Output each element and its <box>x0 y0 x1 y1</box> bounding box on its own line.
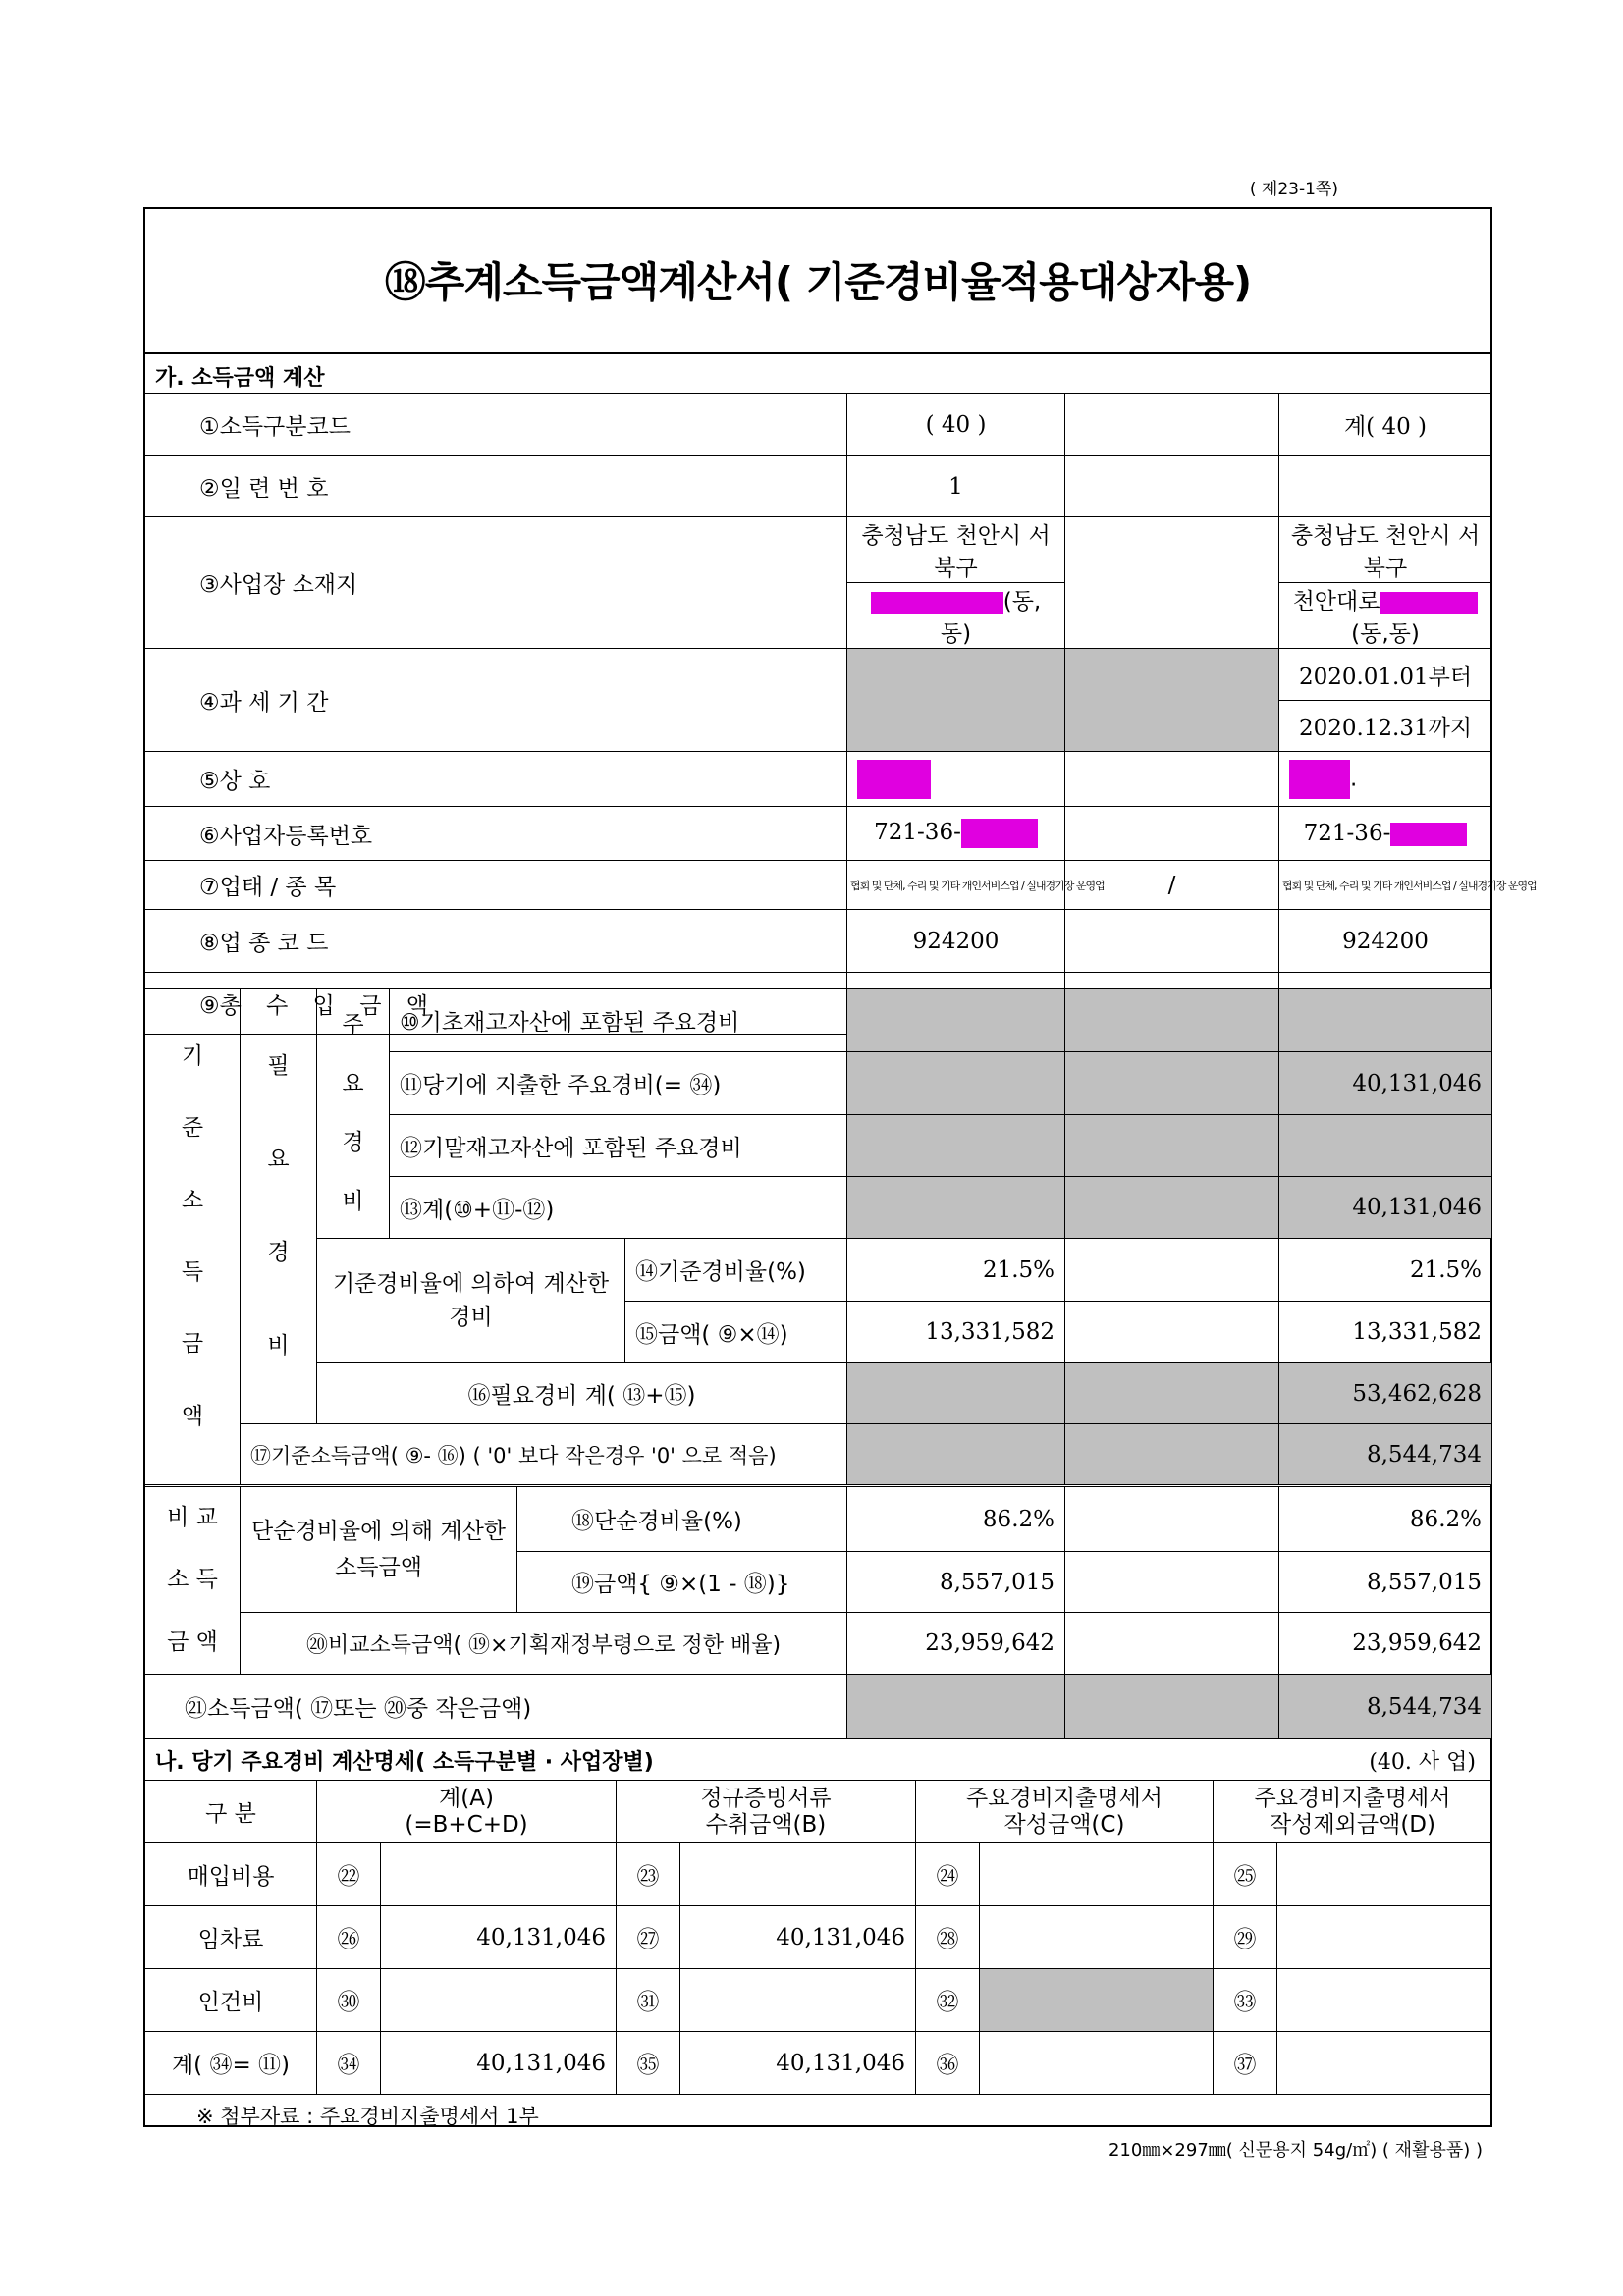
circled-number: ㉛ <box>617 1969 680 2032</box>
value-purchase-b <box>680 1843 916 1906</box>
row-reg-no <box>145 807 1492 861</box>
circled-number: ㉒ <box>317 1843 381 1906</box>
circled-number: ㉜ <box>916 1969 980 2032</box>
value-r20: 23,959,642 <box>847 1613 1065 1675</box>
value-r14: 21.5% <box>847 1239 1065 1302</box>
vertical-char: 금 <box>181 1331 204 1358</box>
section-a-top-table <box>144 393 1537 1038</box>
redaction-mask <box>857 760 931 799</box>
redaction-mask <box>1289 760 1350 799</box>
value-rent-b: 40,131,046 <box>680 1906 916 1969</box>
row-14 <box>145 1239 1492 1302</box>
value-rent-c <box>980 1906 1214 1969</box>
circled-number: ㉝ <box>1214 1969 1277 2032</box>
row-21 <box>145 1675 1492 1739</box>
circled-number: ㊱ <box>916 2032 980 2095</box>
value-r14-2 <box>1065 1239 1279 1302</box>
reg-no-prefix: 721-36- <box>1303 821 1391 846</box>
std-rate-group-label: 기준경비율에 의하여 계산한 경비 <box>317 1239 625 1363</box>
label-r12: ⑫기말재고자산에 포함된 주요경비 <box>390 1115 847 1177</box>
attachment-note: ※ 첨부자료 : 주요경비지출명세서 1부 <box>196 2105 539 2128</box>
total-r20: 23,959,642 <box>1279 1613 1492 1675</box>
value-industry-code-2 <box>1065 910 1279 973</box>
circled-number: ㉞ <box>317 2032 381 2095</box>
value-r17-2 <box>1065 1424 1279 1485</box>
value-period-2 <box>1065 649 1279 752</box>
value-r20-2 <box>1065 1613 1279 1675</box>
vertical-char: 액 <box>181 1403 204 1429</box>
label-purchase: 매입비용 <box>145 1843 317 1906</box>
vertical-char: 소 득 <box>167 1567 218 1593</box>
page-code: ( 제23-1쪽) <box>1249 180 1338 199</box>
page-title: ⑱추계소득금액계산서( 기준경비율적용대상자용) <box>384 258 1252 306</box>
header-b: 정규증빙서류 수취금액(B) <box>617 1781 916 1843</box>
circled-number: ㉔ <box>916 1843 980 1906</box>
total-r15: 13,331,582 <box>1279 1302 1492 1363</box>
value-r13-2 <box>1065 1177 1279 1239</box>
circled-number: ㉓ <box>617 1843 680 1906</box>
vertical-char: 비 <box>342 1189 364 1214</box>
total-r18: 86.2% <box>1279 1487 1492 1552</box>
section-b-row-total <box>145 2032 1492 2095</box>
redaction-mask <box>961 819 1038 848</box>
total-r10 <box>1279 989 1492 1052</box>
label-r19: ⑲금액{ ⑨×(1 - ⑱)} <box>517 1552 847 1613</box>
value-total-a: 40,131,046 <box>381 2032 617 2095</box>
company-suffix: . <box>1350 766 1358 791</box>
label-r20: ⑳비교소득금액( ⑲×기획재정부령으로 정한 배율) <box>241 1613 847 1675</box>
vertical-char: 금 액 <box>167 1629 218 1655</box>
necessary-expense-label <box>241 989 317 1424</box>
value-business-2: / <box>1065 861 1279 910</box>
label-business: ⑦업태 / 종 목 <box>145 861 847 910</box>
vertical-char: 필 <box>267 1053 290 1079</box>
header-d: 주요경비지출명세서 작성제외금액(D) <box>1214 1781 1492 1843</box>
circled-number: ㉚ <box>317 1969 381 2032</box>
vertical-char: 득 <box>181 1259 204 1286</box>
total-business: 협회 및 단체, 수리 및 기타 개인서비스업 / 실내경기장 운영업 <box>1279 861 1492 910</box>
total-r13: 40,131,046 <box>1279 1177 1492 1239</box>
value-r18-2 <box>1065 1487 1279 1552</box>
circled-number: ㉙ <box>1214 1906 1277 1969</box>
label-location: ③사업장 소재지 <box>145 517 847 649</box>
label-company: ⑤상 호 <box>145 752 847 807</box>
row-20 <box>145 1613 1492 1675</box>
label-period: ④과 세 기 간 <box>145 649 847 752</box>
location-suffix: (동,동) <box>1351 621 1420 647</box>
total-location-line1: 충청남도 천안시 서북구 <box>1279 517 1492 583</box>
value-total-b: 40,131,046 <box>680 2032 916 2095</box>
label-rent: 임차료 <box>145 1906 317 1969</box>
label-labor: 인건비 <box>145 1969 317 2032</box>
value-r18: 86.2% <box>847 1487 1065 1552</box>
value-total-c <box>980 2032 1214 2095</box>
value-rent-a: 40,131,046 <box>381 1906 617 1969</box>
row-income-code <box>145 394 1492 456</box>
row-period-1 <box>145 649 1492 701</box>
value-r21-2 <box>1065 1675 1279 1739</box>
total-r21: 8,544,734 <box>1279 1675 1492 1739</box>
total-r11: 40,131,046 <box>1279 1052 1492 1115</box>
section-b-row-purchase <box>145 1843 1492 1906</box>
total-r12 <box>1279 1115 1492 1177</box>
total-industry-code: 924200 <box>1279 910 1492 973</box>
label-reg-no: ⑥사업자등록번호 <box>145 807 847 861</box>
reg-no-prefix: 721-36- <box>874 820 961 845</box>
value-labor-b <box>680 1969 916 2032</box>
label-r10: ⑩기초재고자산에 포함된 주요경비 <box>390 989 847 1052</box>
value-location-line1: 충청남도 천안시 서북구 <box>847 517 1065 583</box>
header-c: 주요경비지출명세서 작성금액(C) <box>916 1781 1214 1843</box>
value-r10-2 <box>1065 989 1279 1052</box>
row-industry-code <box>145 910 1492 973</box>
value-labor-d <box>1277 1969 1492 2032</box>
period-to: 2020.12.31까지 <box>1279 701 1492 752</box>
value-r11-2 <box>1065 1052 1279 1115</box>
label-total-income: ⑨총 수 입 금 액 <box>145 973 847 1035</box>
value-rent-d <box>1277 1906 1492 1969</box>
vertical-char: 요 <box>267 1147 290 1172</box>
total-reg-no <box>1279 807 1492 861</box>
basic-income-table <box>144 988 1492 1485</box>
value-company <box>847 752 1065 807</box>
redaction-mask <box>871 592 1003 614</box>
value-location-2 <box>1065 517 1279 649</box>
label-r15: ⑮금액( ⑨×⑭) <box>625 1302 847 1363</box>
value-income-code: ( 40 ) <box>847 394 1065 456</box>
value-r15: 13,331,582 <box>847 1302 1065 1363</box>
paper-spec: 210㎜×297㎜( 신문용지 54g/㎡) ( 재활용품) ) <box>1108 2140 1483 2161</box>
total-r16: 53,462,628 <box>1279 1363 1492 1424</box>
location-prefix: 천안대로 <box>1292 589 1380 614</box>
value-income-code-2 <box>1065 394 1279 456</box>
value-labor-a <box>381 1969 617 2032</box>
label-r13: ⑬계(⑩+⑪-⑫) <box>390 1177 847 1239</box>
value-r16 <box>847 1363 1065 1424</box>
redaction-mask <box>1390 823 1467 846</box>
label-r11: ⑪당기에 지출한 주요경비(= ㉞) <box>390 1052 847 1115</box>
value-purchase-c <box>980 1843 1214 1906</box>
value-r16-2 <box>1065 1363 1279 1424</box>
row-17 <box>145 1424 1492 1485</box>
value-r10 <box>847 989 1065 1052</box>
simple-rate-group-label: 단순경비율에 의해 계산한 소득금액 <box>241 1487 517 1613</box>
circled-number: ㉕ <box>1214 1843 1277 1906</box>
vertical-char: 준 <box>181 1115 204 1142</box>
value-location-line2 <box>847 583 1065 649</box>
value-r13 <box>847 1177 1065 1239</box>
label-serial: ②일 련 번 호 <box>145 456 847 517</box>
value-r12-2 <box>1065 1115 1279 1177</box>
section-b-header-row <box>145 1781 1492 1843</box>
circled-number: ㉖ <box>317 1906 381 1969</box>
vertical-char: 비 <box>267 1333 290 1359</box>
circled-number: ㉘ <box>916 1906 980 1969</box>
total-r19: 8,557,015 <box>1279 1552 1492 1613</box>
redaction-mask <box>1380 592 1478 614</box>
basic-income-outer-label <box>145 989 241 1485</box>
circled-number: ㉟ <box>617 2032 680 2095</box>
period-from: 2020.01.01부터 <box>1279 649 1492 701</box>
section-b-row-rent <box>145 1906 1492 1969</box>
total-company <box>1279 752 1492 807</box>
header-a: 계(A) (=B+C+D) <box>317 1781 617 1843</box>
label-r17: ⑰기준소득금액( ⑨- ⑯) ( '0' 보다 작은경우 '0' 으로 적음) <box>241 1424 847 1485</box>
label-r18: ⑱단순경비율(%) <box>517 1487 847 1552</box>
value-serial: 1 <box>847 456 1065 517</box>
value-business: 협회 및 단체, 수리 및 기타 개인서비스업 / 실내경기장 운영업 <box>847 861 1065 910</box>
label-r16: ⑯필요경비 계( ⑬+⑮) <box>317 1363 847 1424</box>
value-r11 <box>847 1052 1065 1115</box>
value-r15-2 <box>1065 1302 1279 1363</box>
row-business <box>145 861 1492 910</box>
comparison-outer-label <box>145 1487 241 1675</box>
circled-number: ㊲ <box>1214 2032 1277 2095</box>
major-expense-label <box>317 989 390 1239</box>
comparison-table <box>144 1486 1492 1739</box>
value-purchase-d <box>1277 1843 1492 1906</box>
vertical-char: 주 <box>342 1012 364 1038</box>
section-b-unit: (40. 사 업) <box>1369 1750 1476 1775</box>
value-reg-no <box>847 807 1065 861</box>
circled-number: ㉗ <box>617 1906 680 1969</box>
total-income-code: 계( 40 ) <box>1279 394 1492 456</box>
header-category: 구 분 <box>145 1781 317 1843</box>
row-location-1 <box>145 517 1492 583</box>
label-industry-code: ⑧업 종 코 드 <box>145 910 847 973</box>
location-suffix: (동,동) <box>940 589 1042 647</box>
vertical-char: 기 <box>181 1043 204 1070</box>
row-serial <box>145 456 1492 517</box>
section-a-heading: 가. 소득금액 계산 <box>155 366 325 391</box>
value-purchase-a <box>381 1843 617 1906</box>
total-r14: 21.5% <box>1279 1239 1492 1302</box>
vertical-char: 경 <box>342 1130 364 1155</box>
total-serial <box>1279 456 1492 517</box>
value-r12 <box>847 1115 1065 1177</box>
label-total: 계( ㉞= ⑪) <box>145 2032 317 2095</box>
title-box <box>143 207 1492 354</box>
value-period <box>847 649 1065 752</box>
value-reg-no-2 <box>1065 807 1279 861</box>
row-company <box>145 752 1492 807</box>
value-serial-2 <box>1065 456 1279 517</box>
value-r19: 8,557,015 <box>847 1552 1065 1613</box>
section-b-row-labor <box>145 1969 1492 2032</box>
label-r21: ㉑소득금액( ⑰또는 ⑳중 작은금액) <box>145 1675 847 1739</box>
value-company-2 <box>1065 752 1279 807</box>
total-r17: 8,544,734 <box>1279 1424 1492 1485</box>
section-b-table <box>144 1780 1492 2095</box>
value-r19-2 <box>1065 1552 1279 1613</box>
total-location-line2 <box>1279 583 1492 649</box>
vertical-char: 비 교 <box>167 1505 218 1531</box>
label-r14: ⑭기준경비율(%) <box>625 1239 847 1302</box>
row-16 <box>145 1363 1492 1424</box>
vertical-char: 경 <box>267 1240 290 1265</box>
label-income-code: ①소득구분코드 <box>145 394 847 456</box>
value-labor-c <box>980 1969 1214 2032</box>
value-r21 <box>847 1675 1065 1739</box>
row-18 <box>145 1487 1492 1552</box>
vertical-char: 요 <box>342 1071 364 1096</box>
value-industry-code: 924200 <box>847 910 1065 973</box>
value-r17 <box>847 1424 1065 1485</box>
section-b-heading: 나. 당기 주요경비 계산명세( 소득구분별 · 사업장별) <box>155 1750 654 1775</box>
vertical-char: 소 <box>181 1187 204 1213</box>
row-10 <box>145 989 1492 1052</box>
value-total-d <box>1277 2032 1492 2095</box>
